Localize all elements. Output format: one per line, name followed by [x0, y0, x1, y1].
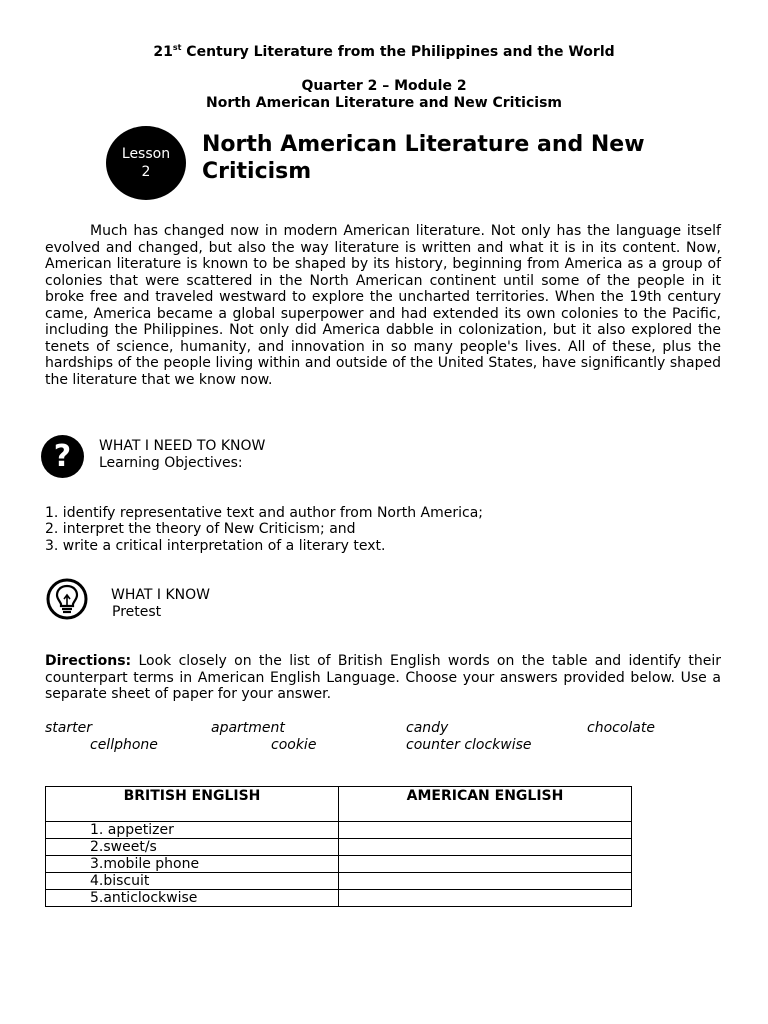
table-header-row — [46, 787, 632, 822]
objective-item: 2. interpret the theory of New Criticism; and — [45, 521, 356, 537]
lightbulb-icon — [45, 577, 89, 621]
british-word-cell: 3.mobile phone — [46, 856, 339, 873]
table-row — [46, 890, 632, 907]
table-row — [46, 856, 632, 873]
objective-item: 3. write a critical interpretation of a literary text. — [45, 538, 386, 554]
directions-text: Look closely on the list of British English words on the table and identify their counterpart terms in American English Language. Choose your answers provided below. Use a separate sheet of paper for your answer. — [45, 653, 721, 702]
british-word-cell: 1. appetizer — [46, 822, 339, 839]
british-word-cell: 5.anticlockwise — [46, 890, 339, 907]
british-word-cell: 4.biscuit — [46, 873, 339, 890]
lesson-title: North American Literature and New Criticism — [202, 132, 645, 184]
what-i-know-title: WHAT I KNOW — [111, 587, 210, 603]
objective-item: 1. identify representative text and author from North America; — [45, 505, 484, 521]
answer-cell — [339, 839, 632, 856]
answer-choice: apartment — [211, 720, 285, 736]
lesson-badge-word: Lesson — [121, 146, 171, 162]
need-to-know-subtitle: Learning Objectives: — [99, 455, 243, 471]
answer-choice: starter — [45, 720, 92, 736]
module-title: North American Literature and New Criticism — [206, 95, 562, 111]
question-icon: ? — [41, 435, 84, 478]
answer-choice: candy — [406, 720, 449, 736]
answer-choice: cookie — [271, 737, 317, 753]
column-header-american: AMERICAN ENGLISH — [339, 787, 632, 822]
answer-cell — [339, 873, 632, 890]
answer-choice: cellphone — [90, 737, 158, 753]
answer-cell — [339, 856, 632, 873]
british-word-cell: 2.sweet/s — [46, 839, 339, 856]
intro-paragraph: Much has changed now in modern American literature. Not only has the language itself evolved and changed, but also the way literature is written and what it is in its content. Now, American literature is known to be shaped by its history, beginning from America as a group of colonies that were scattered in the North American continent until some of the people in it broke free and traveled westward to explore the uncharted territories. When the 19th century came, America became a global superpower and had extended its own colonies to the Pacific, including the Philippines. Not only did America dabble in colonization, but it also explored the tenets of science, humanity, and innovation in so many people's lives. All of these, plus the hardships of the people living within and outside of the United States, have significantly shaped the literature that we know now. — [45, 223, 721, 388]
directions-label: Directions: — [45, 653, 132, 669]
lesson-badge — [106, 126, 186, 200]
answer-choice: chocolate — [587, 720, 655, 736]
answer-choice: counter clockwise — [406, 737, 532, 753]
table-row — [46, 873, 632, 890]
table-row — [46, 822, 632, 839]
directions-paragraph — [45, 653, 721, 703]
answer-cell — [339, 890, 632, 907]
column-header-british: BRITISH ENGLISH — [46, 787, 339, 822]
what-i-know-subtitle: Pretest — [112, 604, 162, 620]
lesson-badge-number: 2 — [141, 164, 151, 180]
need-to-know-title: WHAT I NEED TO KNOW — [99, 438, 266, 454]
table-row — [46, 839, 632, 856]
matching-table — [45, 786, 632, 907]
answer-cell — [339, 822, 632, 839]
module-label: Quarter 2 – Module 2 — [301, 78, 467, 94]
course-title: 21st Century Literature from the Philippines and the World — [153, 43, 615, 60]
